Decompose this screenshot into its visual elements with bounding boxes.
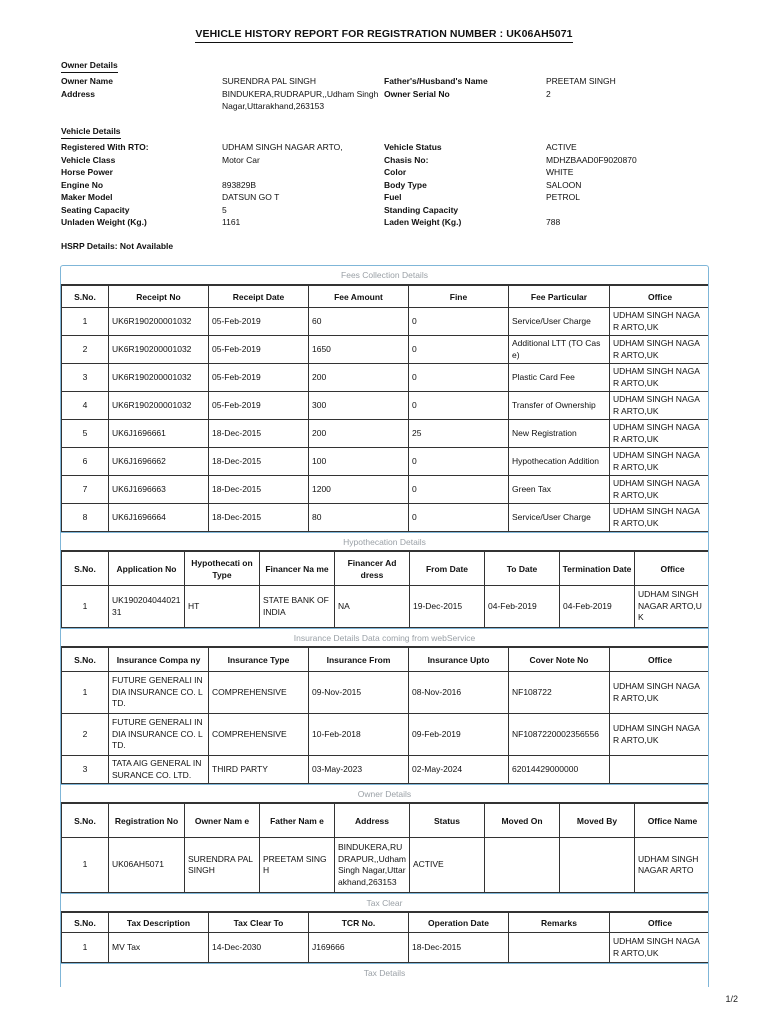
table-row bbox=[62, 838, 710, 893]
table-cell: 8 bbox=[62, 504, 109, 532]
table-cell: 6 bbox=[62, 448, 109, 476]
column-header: Fine bbox=[409, 286, 509, 308]
table-cell: 05-Feb-2019 bbox=[209, 392, 309, 420]
column-header: Insurance From bbox=[309, 648, 409, 672]
table-row bbox=[62, 756, 710, 784]
table-cell: 18-Dec-2015 bbox=[209, 420, 309, 448]
vehicle-field-label: Color bbox=[384, 167, 407, 177]
table-cell: UK6R190200001032 bbox=[109, 308, 209, 336]
vehicle-field-label: Seating Capacity bbox=[61, 204, 130, 215]
column-header: Office bbox=[610, 286, 710, 308]
tax-clear-table bbox=[61, 912, 709, 963]
vehicle-field-label: Horse Power bbox=[61, 167, 113, 177]
table-cell: Green Tax bbox=[509, 476, 610, 504]
table-cell: UDHAM SINGH NAGA R ARTO,UK bbox=[610, 714, 710, 756]
table-cell: UDHAM SINGH NAGA R ARTO,UK bbox=[610, 420, 710, 448]
table-row bbox=[62, 714, 710, 756]
hypothecation-table bbox=[61, 551, 709, 628]
table-cell: 02-May-2024 bbox=[409, 756, 509, 784]
table-cell: 1 bbox=[62, 838, 109, 893]
table-cell: 2 bbox=[62, 714, 109, 756]
table-cell: 19-Dec-2015 bbox=[410, 586, 485, 628]
table-row bbox=[62, 308, 710, 336]
table-cell: 0 bbox=[409, 364, 509, 392]
table-cell: 1 bbox=[62, 586, 109, 628]
table-cell: UK6J1696663 bbox=[109, 476, 209, 504]
column-header: Insurance Type bbox=[209, 648, 309, 672]
table-cell: 5 bbox=[62, 420, 109, 448]
column-header: Financer Ad dress bbox=[335, 552, 410, 586]
column-header: Operation Date bbox=[409, 913, 509, 933]
table-cell: 18-Dec-2015 bbox=[209, 476, 309, 504]
column-header: Address bbox=[335, 804, 410, 838]
table-cell: 7 bbox=[62, 476, 109, 504]
table-cell: 80 bbox=[309, 504, 409, 532]
table-cell: 2 bbox=[62, 336, 109, 364]
table-cell: MV Tax bbox=[109, 933, 209, 963]
column-header: Owner Nam e bbox=[185, 804, 260, 838]
table-cell: UDHAM SINGH NAGA R ARTO,UK bbox=[610, 672, 710, 714]
column-header: To Date bbox=[485, 552, 560, 586]
table-cell: TATA AIG GENERAL IN SURANCE CO. LTD. bbox=[109, 756, 209, 784]
table-cell: 3 bbox=[62, 364, 109, 392]
fees-table bbox=[61, 285, 709, 532]
column-header: Office bbox=[635, 552, 710, 586]
table-cell: Service/User Charge bbox=[509, 504, 610, 532]
table-cell: FUTURE GENERALI IN DIA INSURANCE CO. L TD. bbox=[109, 714, 209, 756]
table-cell: UK6R190200001032 bbox=[109, 336, 209, 364]
vehicle-field-label: Chasis No: bbox=[384, 154, 429, 165]
table-row bbox=[62, 586, 710, 628]
hsrp-details: HSRP Details: Not Available bbox=[61, 241, 174, 251]
column-header: Remarks bbox=[509, 913, 610, 933]
table-cell: 03-May-2023 bbox=[309, 756, 409, 784]
table-cell: 25 bbox=[409, 420, 509, 448]
table-cell: J169666 bbox=[309, 933, 409, 963]
table-cell: UK6R190200001032 bbox=[109, 364, 209, 392]
table-cell: UDHAM SINGH NAGA R ARTO,UK bbox=[610, 364, 710, 392]
address-line1: BINDUKERA,RUDRAPUR,,Udham Singh bbox=[222, 89, 379, 99]
table-cell: 200 bbox=[309, 364, 409, 392]
column-header: Cover Note No bbox=[509, 648, 610, 672]
table-cell: Additional LTT (TO Cas e) bbox=[509, 336, 610, 364]
table-cell: Transfer of Ownership bbox=[509, 392, 610, 420]
hypothecation-caption: Hypothecation Details bbox=[61, 532, 708, 551]
table-cell: NA bbox=[335, 586, 410, 628]
vehicle-field-value: PETROL bbox=[546, 192, 581, 202]
table-cell: ACTIVE bbox=[410, 838, 485, 893]
column-header: TCR No. bbox=[309, 913, 409, 933]
table-cell bbox=[560, 838, 635, 893]
column-header: Fee Amount bbox=[309, 286, 409, 308]
column-header: Tax Description bbox=[109, 913, 209, 933]
column-header: Tax Clear To bbox=[209, 913, 309, 933]
column-header: Father Nam e bbox=[260, 804, 335, 838]
owner-serial-label: Owner Serial No bbox=[384, 89, 450, 99]
table-cell: 05-Feb-2019 bbox=[209, 308, 309, 336]
table-cell: COMPREHENSIVE bbox=[209, 672, 309, 714]
vehicle-field-label: Vehicle Status bbox=[384, 142, 442, 152]
column-header: S.No. bbox=[62, 286, 109, 308]
table-cell: UDHAM SINGH NAGA R ARTO,UK bbox=[610, 392, 710, 420]
table-cell: 0 bbox=[409, 392, 509, 420]
table-cell: UDHAM SINGH NAGA R ARTO,UK bbox=[610, 308, 710, 336]
table-cell: 18-Dec-2015 bbox=[409, 933, 509, 963]
table-cell: 09-Nov-2015 bbox=[309, 672, 409, 714]
vehicle-field-value: DATSUN GO T bbox=[222, 192, 280, 202]
vehicle-field-value: 5 bbox=[222, 204, 227, 215]
table-cell: NF1087220002356556 bbox=[509, 714, 610, 756]
table-cell: 1200 bbox=[309, 476, 409, 504]
table-cell: STATE BANK OF INDIA bbox=[260, 586, 335, 628]
vehicle-field-label: Unladen Weight (Kg.) bbox=[61, 217, 147, 227]
table-cell: UK06AH5071 bbox=[109, 838, 185, 893]
table-cell: 3 bbox=[62, 756, 109, 784]
owner-table-caption: Owner Details bbox=[61, 784, 708, 803]
table-cell: UK6J1696664 bbox=[109, 504, 209, 532]
table-cell: BINDUKERA,RU DRAPUR,,Udham Singh Nagar,Uttar akhand,263153 bbox=[335, 838, 410, 893]
table-cell: UK190204044021 31 bbox=[109, 586, 185, 628]
address-label: Address bbox=[61, 89, 96, 99]
column-header: Insurance Upto bbox=[409, 648, 509, 672]
vehicle-field-label: Vehicle Class bbox=[61, 154, 116, 165]
vehicle-field-value: ACTIVE bbox=[546, 142, 577, 152]
vehicle-field-value: WHITE bbox=[546, 167, 574, 177]
table-row bbox=[62, 336, 710, 364]
table-cell: HT bbox=[185, 586, 260, 628]
vehicle-field-value: 788 bbox=[546, 217, 561, 227]
father-name-label: Father's/Husband's Name bbox=[384, 76, 488, 86]
table-cell: SURENDRA PAL SINGH bbox=[185, 838, 260, 893]
table-cell: UDHAM SINGH NAGA R ARTO,UK bbox=[610, 336, 710, 364]
table-cell: 4 bbox=[62, 392, 109, 420]
owner-serial-value: 2 bbox=[546, 89, 551, 99]
column-header: Moved By bbox=[560, 804, 635, 838]
tax-details-caption: Tax Details bbox=[61, 963, 708, 982]
table-cell: UDHAM SINGH NAGA R ARTO,UK bbox=[610, 504, 710, 532]
table-cell: 05-Feb-2019 bbox=[209, 336, 309, 364]
vehicle-field-label: Engine No bbox=[61, 179, 104, 190]
address-line2: Nagar,Uttarakhand,263153 bbox=[222, 101, 325, 111]
table-row bbox=[62, 476, 710, 504]
fees-caption: Fees Collection Details bbox=[61, 266, 708, 285]
owner-name-label: Owner Name bbox=[61, 76, 113, 86]
table-cell: UDHAM SINGH NAGA R ARTO,UK bbox=[610, 448, 710, 476]
table-cell: COMPREHENSIVE bbox=[209, 714, 309, 756]
report-tables-panel bbox=[60, 265, 709, 987]
column-header: Fee Particular bbox=[509, 286, 610, 308]
table-cell bbox=[485, 838, 560, 893]
column-header: Receipt Date bbox=[209, 286, 309, 308]
column-header: Receipt No bbox=[109, 286, 209, 308]
insurance-table bbox=[61, 647, 709, 784]
vehicle-field-value: Motor Car bbox=[222, 154, 260, 165]
column-header: S.No. bbox=[62, 648, 109, 672]
vehicle-field-label: Laden Weight (Kg.) bbox=[384, 217, 462, 227]
table-cell: Plastic Card Fee bbox=[509, 364, 610, 392]
table-cell: 60 bbox=[309, 308, 409, 336]
page-number: 1/2 bbox=[725, 994, 738, 1004]
table-cell: 1 bbox=[62, 308, 109, 336]
table-cell: 04-Feb-2019 bbox=[560, 586, 635, 628]
vehicle-field-value: SALOON bbox=[546, 179, 582, 190]
table-cell: UK6J1696661 bbox=[109, 420, 209, 448]
table-cell: 200 bbox=[309, 420, 409, 448]
table-cell bbox=[610, 756, 710, 784]
vehicle-details-heading: Vehicle Details bbox=[61, 126, 121, 139]
column-header: Office bbox=[610, 913, 710, 933]
table-cell: 05-Feb-2019 bbox=[209, 364, 309, 392]
tax-clear-caption: Tax Clear bbox=[61, 893, 708, 912]
column-header: Termination Date bbox=[560, 552, 635, 586]
insurance-caption: Insurance Details Data coming from webService bbox=[61, 628, 708, 647]
table-cell: 08-Nov-2016 bbox=[409, 672, 509, 714]
owner-details-heading: Owner Details bbox=[61, 60, 118, 73]
table-cell: THIRD PARTY bbox=[209, 756, 309, 784]
column-header: Financer Na me bbox=[260, 552, 335, 586]
vehicle-field-value: UDHAM SINGH NAGAR ARTO, bbox=[222, 142, 343, 152]
column-header: Insurance Compa ny bbox=[109, 648, 209, 672]
column-header: S.No. bbox=[62, 913, 109, 933]
table-cell: 0 bbox=[409, 336, 509, 364]
table-cell: 0 bbox=[409, 504, 509, 532]
table-cell: Service/User Charge bbox=[509, 308, 610, 336]
column-header: S.No. bbox=[62, 804, 109, 838]
column-header: Status bbox=[410, 804, 485, 838]
table-cell: 14-Dec-2030 bbox=[209, 933, 309, 963]
table-cell: 1650 bbox=[309, 336, 409, 364]
table-cell: 0 bbox=[409, 476, 509, 504]
father-name-value: PREETAM SINGH bbox=[546, 76, 616, 86]
table-cell: 300 bbox=[309, 392, 409, 420]
table-cell: UDHAM SINGH NAGA R ARTO,UK bbox=[610, 933, 710, 963]
report-title: VEHICLE HISTORY REPORT FOR REGISTRATION NUMBER : UK06AH5071 bbox=[0, 28, 768, 40]
vehicle-field-label: Fuel bbox=[384, 192, 402, 202]
table-row bbox=[62, 448, 710, 476]
table-cell: 18-Dec-2015 bbox=[209, 504, 309, 532]
table-cell: UDHAM SINGH NAGAR ARTO bbox=[635, 838, 710, 893]
table-cell: Hypothecation Addition bbox=[509, 448, 610, 476]
table-cell: 0 bbox=[409, 448, 509, 476]
table-cell: 0 bbox=[409, 308, 509, 336]
table-cell: UK6R190200001032 bbox=[109, 392, 209, 420]
vehicle-field-value: 1161 bbox=[222, 217, 241, 227]
vehicle-field-value: 893829B bbox=[222, 179, 257, 190]
table-cell: 09-Feb-2019 bbox=[409, 714, 509, 756]
table-row bbox=[62, 933, 710, 963]
table-row bbox=[62, 392, 710, 420]
table-cell: 10-Feb-2018 bbox=[309, 714, 409, 756]
table-cell: New Registration bbox=[509, 420, 610, 448]
table-cell: NF108722 bbox=[509, 672, 610, 714]
column-header: S.No. bbox=[62, 552, 109, 586]
column-header: Office bbox=[610, 648, 710, 672]
table-cell: UDHAM SINGH NAGAR ARTO,U K bbox=[635, 586, 710, 628]
vehicle-field-label: Body Type bbox=[384, 179, 427, 190]
table-cell bbox=[509, 933, 610, 963]
table-cell: 1 bbox=[62, 933, 109, 963]
table-row bbox=[62, 364, 710, 392]
column-header: Application No bbox=[109, 552, 185, 586]
table-cell: UDHAM SINGH NAGA R ARTO,UK bbox=[610, 476, 710, 504]
table-cell: UK6J1696662 bbox=[109, 448, 209, 476]
vehicle-field-label: Registered With RTO: bbox=[61, 142, 149, 152]
table-cell: PREETAM SING H bbox=[260, 838, 335, 893]
table-cell: 100 bbox=[309, 448, 409, 476]
vehicle-field-value: MDHZBAAD0F9020870 bbox=[546, 154, 637, 165]
table-row bbox=[62, 420, 710, 448]
vehicle-field-label: Standing Capacity bbox=[384, 204, 459, 215]
owner-name-value: SURENDRA PAL SINGH bbox=[222, 76, 316, 86]
column-header: Moved On bbox=[485, 804, 560, 838]
column-header: Hypothecati on Type bbox=[185, 552, 260, 586]
vehicle-field-label: Maker Model bbox=[61, 192, 113, 202]
table-cell: 18-Dec-2015 bbox=[209, 448, 309, 476]
table-cell: 1 bbox=[62, 672, 109, 714]
table-row bbox=[62, 504, 710, 532]
column-header: From Date bbox=[410, 552, 485, 586]
table-cell: 04-Feb-2019 bbox=[485, 586, 560, 628]
column-header: Office Name bbox=[635, 804, 710, 838]
column-header: Registration No bbox=[109, 804, 185, 838]
table-cell: 62014429000000 bbox=[509, 756, 610, 784]
owner-history-table bbox=[61, 803, 709, 893]
table-row bbox=[62, 672, 710, 714]
table-cell: FUTURE GENERALI IN DIA INSURANCE CO. L TD. bbox=[109, 672, 209, 714]
